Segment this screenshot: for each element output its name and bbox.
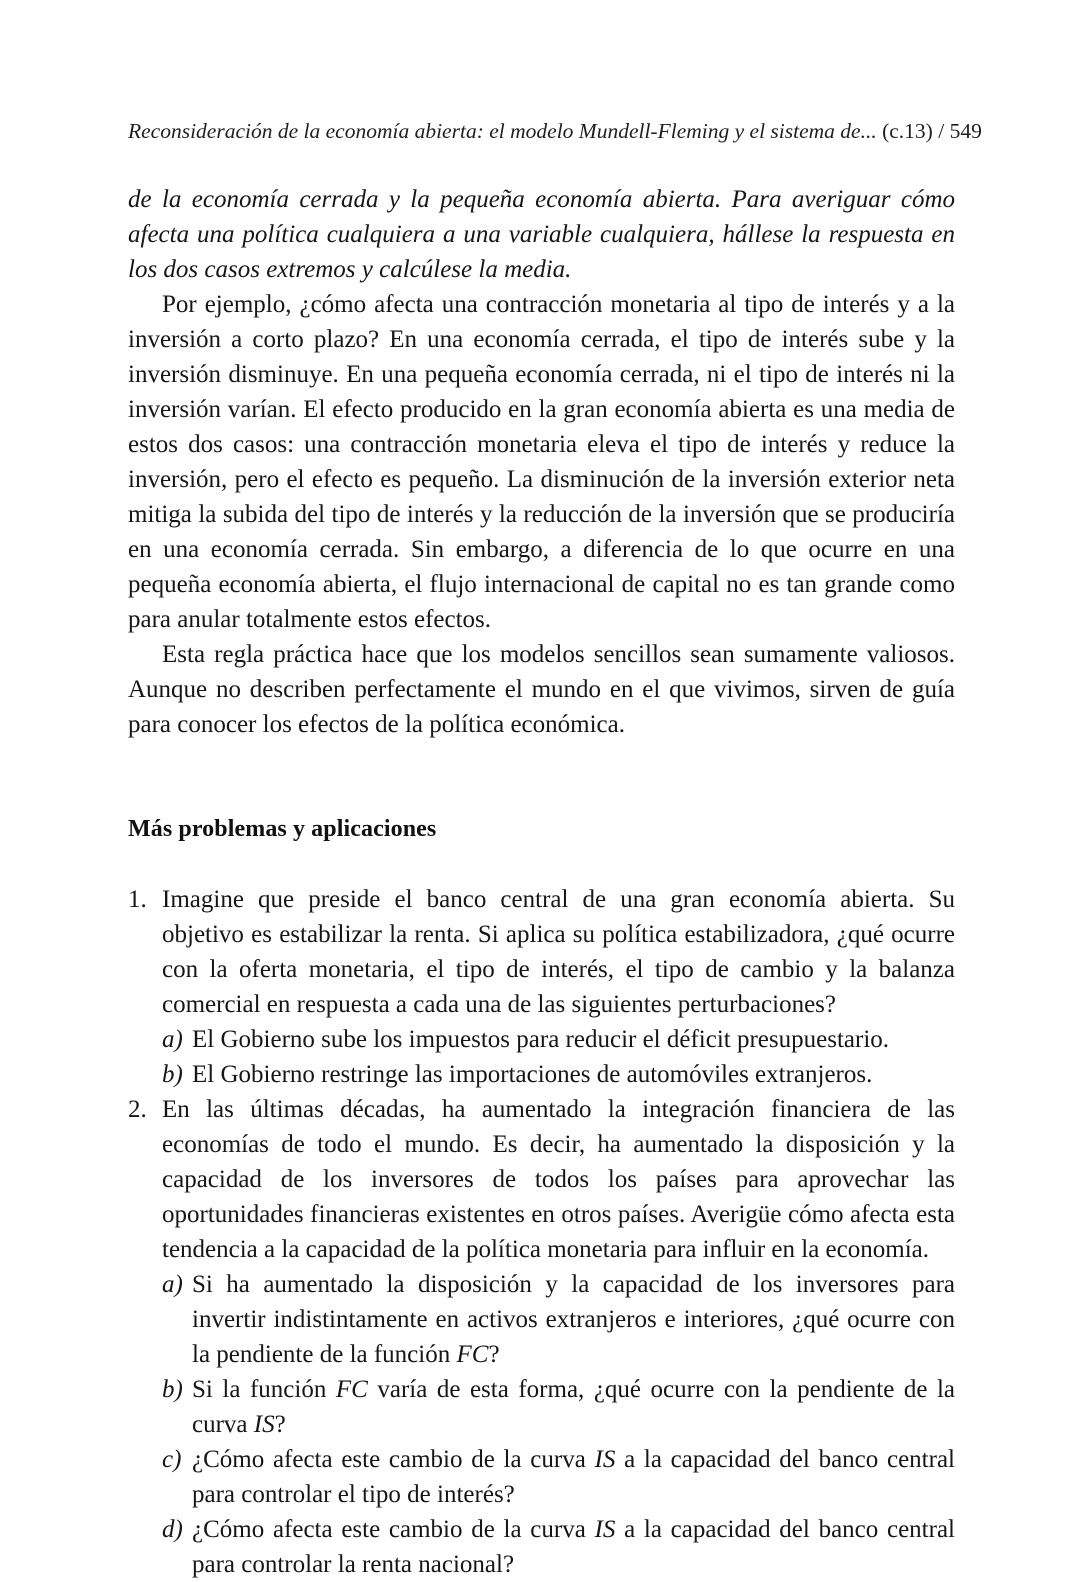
problem-marker: 1. (128, 886, 147, 913)
paragraph-rule: Esta regla práctica hace que los modelos sencillos sean sumamente valiosos. Aunque no describen perfectamente el mundo en el que vivimos, sirven de guía para conocer los efectos de la política económica. (128, 641, 955, 738)
subitem-text-mid: varía de esta forma, ¿qué ocurre con la pendiente de la curva (192, 1376, 955, 1438)
variable-is: IS (253, 1411, 275, 1438)
subitem-marker: d) (162, 1516, 183, 1543)
subitem-text (192, 1267, 955, 1372)
variable-fc: FC (456, 1341, 489, 1368)
paragraph-italic-continued: de la economía cerrada y la pequeña economía abierta. Para averiguar cómo afecta una política cualquiera a una variable cualquiera, hállese la respuesta en los dos casos extremos y calcúlese la media. (128, 186, 955, 283)
variable-is: IS (594, 1516, 616, 1543)
subitem-text: El Gobierno restringe las importaciones de automóviles extranjeros. (192, 1061, 873, 1088)
subitem-marker: a) (162, 1026, 183, 1053)
subitem-text (192, 1442, 955, 1512)
list-item (162, 1022, 955, 1057)
paragraph-example: Por ejemplo, ¿cómo afecta una contracción monetaria al tipo de interés y a la inversión a corto plazo? En una economía cerrada, el tipo de interés sube y la inversión disminuye. En una pequeña economía cerrada, ni el tipo de interés ni la inversión varían. El efecto producido en la gran economía abierta es una media de estos dos casos: una contracción monetaria eleva el tipo de interés y reduce la inversión, pero el efecto es pequeño. La disminución de la inversión exterior neta mitiga la subida del tipo de interés y la reducción de la inversión que se produciría en una economía cerrada. Sin embargo, a diferencia de lo que ocurre en una pequeña economía abierta, el flujo internacional de capital no es tan grande como para anular totalmente estos efectos. (128, 291, 955, 633)
section-spacer (128, 742, 955, 812)
problem-text: En las últimas décadas, ha aumentado la integración financiera de las economías de todo el mundo. Es decir, ha aumentado la disposición y la capacidad de los inversores de todos los países para aprovechar las oportunidades financieras existentes en otros países. Averigüe cómo afecta esta tendencia a la capacidad de la política monetaria para influir en la economía. (162, 1096, 955, 1263)
subitem-text-before: Si la función (192, 1376, 336, 1403)
running-head-title: Reconsideración de la economía abierta: el modelo Mundell-Fleming y el sistema de... (128, 119, 877, 143)
list-item (162, 1442, 955, 1512)
subitem-text-before: Si ha aumentado la disposición y la capacidad de los inversores para invertir indistintamente en activos extranjeros e interiores, ¿qué ocurre con la pendiente de la función (192, 1271, 955, 1368)
problem-subitem-list (162, 1022, 955, 1092)
subitem-marker: a) (162, 1271, 183, 1298)
subitem-marker: b) (162, 1061, 183, 1088)
subitem-text-after: ? (274, 1411, 286, 1438)
variable-fc: FC (335, 1376, 368, 1403)
body-column (128, 182, 955, 1582)
subitem-marker: c) (162, 1446, 182, 1473)
running-head-folio: (c.13) / 549 (876, 119, 982, 143)
list-item (128, 1092, 955, 1582)
problem-text: Imagine que preside el banco central de una gran economía abierta. Su objetivo es estabilizar la renta. Si aplica su política estabilizadora, ¿qué ocurre con la oferta monetaria, el tipo de interés, el tipo de cambio y la balanza comercial en respuesta a cada una de las siguientes perturbaciones? (162, 886, 955, 1018)
subitem-text: El Gobierno sube los impuestos para reducir el déficit presupuestario. (192, 1026, 890, 1053)
variable-is: IS (594, 1446, 616, 1473)
list-item (128, 882, 955, 1092)
problem-subitem-list (162, 1267, 955, 1582)
subitem-text (192, 1372, 955, 1442)
subitem-text-before: ¿Cómo afecta este cambio de la curva (192, 1516, 595, 1543)
list-item (162, 1267, 955, 1372)
subitem-text-after: a la capacidad del banco central para controlar el tipo de interés? (192, 1446, 955, 1508)
problem-marker: 2. (128, 1096, 147, 1123)
running-head (128, 118, 982, 146)
list-item (162, 1057, 955, 1092)
subitem-text-before: ¿Cómo afecta este cambio de la curva (192, 1446, 595, 1473)
subitem-marker: b) (162, 1376, 183, 1403)
subitem-text-after: a la capacidad del banco central para controlar la renta nacional? (192, 1516, 955, 1578)
subitem-text-after: ? (488, 1341, 500, 1368)
problem-list (128, 882, 955, 1582)
list-item (162, 1372, 955, 1442)
heading-spacer (128, 846, 955, 882)
section-heading: Más problemas y aplicaciones (128, 816, 437, 842)
